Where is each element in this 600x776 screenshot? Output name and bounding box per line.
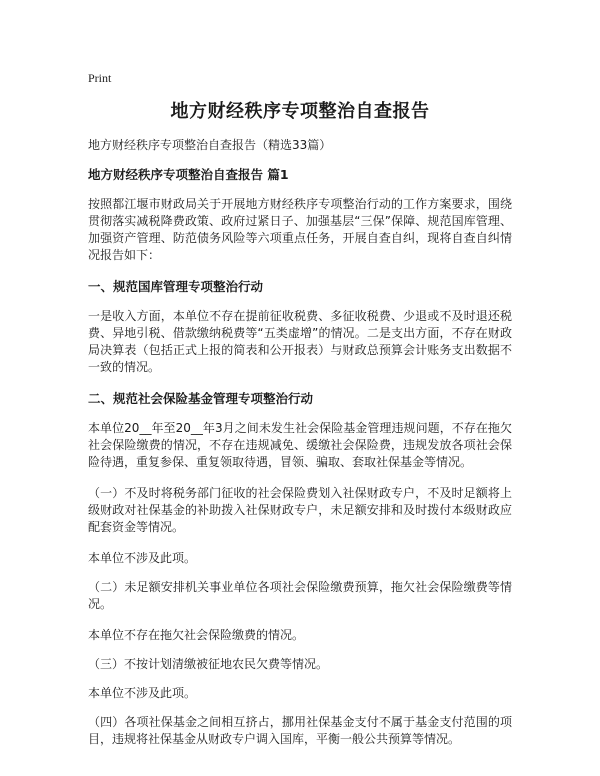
social-insurance-paragraph: 本单位20__年至20__年3月之间未发生社会保险基金管理违规问题，不存在拖欠社会保险缴费的情况，不存在违规减免、缓缴社会保险费，违规发放各项社会保险待遇，重复参保、重复领取待遇，冒领、骗取、套取社保基金等情况。 — [88, 421, 512, 469]
item-2-result: 本单位不存在拖欠社会保险缴费的情况。 — [88, 628, 305, 642]
section-title: 地方财经秩序专项整治自查报告 篇1 — [88, 167, 289, 182]
intro-paragraph: 按照都江堰市财政局关于开展地方财经秩序专项整治行动的工作方案要求，围绕贯彻落实减税降费政策、政府过紧日子、加强基层“三保”保障、规范国库管理、加强资产管理、防范债务风险等六项重点任务，开展自查自纠，现将自查自纠情况报告如下： — [88, 197, 512, 262]
item-1-paragraph: （一）不及时将税务部门征收的社会保险费划入社保财政专户，不及时足额将上级财政对社保基金的补助拨入社保财政专户，未足额安排和及时拨付本级财政应配套资金等情况。 — [88, 486, 512, 534]
heading-social-insurance: 二、规范社会保险基金管理专项整治行动 — [88, 391, 314, 406]
item-2-paragraph: （二）未足额安排机关事业单位各项社会保险缴费预算，拖欠社会保险缴费等情况。 — [88, 580, 512, 611]
item-4-paragraph: （四）各项社保基金之间相互挤占，挪用社保基金支付不属于基金支付范围的项目，违规将社保基金从财政专户调入国库，平衡一般公共预算等情况。 — [88, 715, 512, 746]
item-1-result: 本单位不涉及此项。 — [88, 551, 197, 565]
print-label[interactable]: Print — [88, 71, 112, 85]
document-title: 地方财经秩序专项整治自查报告 — [170, 101, 430, 122]
treasury-paragraph: 一是收入方面，本单位不存在提前征收税费、多征收税费、少退或不及时退还税费、异地引税、借款缴纳税费等“五类虚增”的情况。二是支出方面，不存在财政局决算表（包括正式上报的简表和公开报表）与财政总预算会计账务支出数据不一致的情况。 — [88, 309, 512, 374]
item-3-paragraph: （三）不按计划清缴被征地农民欠费等情况。 — [88, 657, 329, 671]
document-subtitle: 地方财经秩序专项整治自查报告（精选33篇） — [88, 138, 332, 152]
item-3-result: 本单位不涉及此项。 — [88, 686, 197, 700]
heading-treasury: 一、规范国库管理专项整治行动 — [88, 279, 264, 294]
